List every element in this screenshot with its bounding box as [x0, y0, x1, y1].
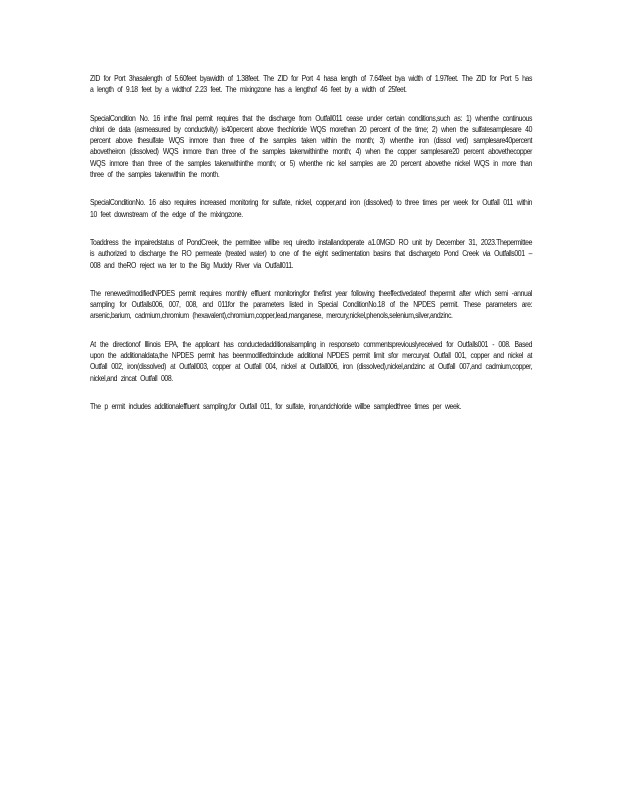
paragraph-special-condition-16: SpecialCondition No. 16 inthe final permit requires that the discharge from Outfall011 cease under certain conditions,such as: 1) whenthe continuous chlori de data (asmeasured by conductivity) is40percent above thechloride WQS morethan 20 percent of the time; 2) when the sulfatesamplesare 40 percent above thesulfate WQS inmore than three of the samples taken within the month; 3) whenthe iron (dissol ved) samplesare40percent abovetheiron (dissolved) WQS inmore than three of the samples takenwithinthe month; 4) when the copper samplesare20 percent abovethecopper WQS inmore than three of the samples takenwithinthe month; or 5) whenthe nic kel samples are 20 percent abovethe nickel WQS in more than three of the samples takenwithin the month. — [90, 113, 533, 180]
paragraph-effluent-monitoring: The renewed/modifiedNPDES permit requires monthly effluent monitoringfor thefirst year following theeffectivedateof thepermit after which semi -annual sampling for Outfalls006, 007, 008, and 011for the parameters listed in Special ConditionNo.18 of the NPDES permit. These parameters are: arsenic,barium, cadmium,chromium (hexavalent),chromium,copper,lead,manganese, mercury,nickel,phenols,selenium,silver,andzinc. — [90, 288, 533, 321]
paragraph-increased-monitoring: SpecialConditionNo. 16 also requires increased monitoring for sulfate, nickel, copper,and iron (dissolved) to three times per week for Outfall 011 within 10 feet downstream of the edge of the mixingzone. — [90, 198, 533, 219]
paragraph-outfall-011-sampling: The p ermit includes additionaleffluent sampling,for Outfall 011, for sulfate, iron,andchloride willbe sampledthree times per week. — [90, 401, 461, 411]
document-body — [90, 73, 532, 429]
paragraph-ro-unit: Toaddress the impairedstatus of PondCreek, the permittee willbe req uiredto installandoperate a1.0MGD RO unit by December 31, 2023.Thepermittee is authorized to discharge the RO permeate (treated water) to one of the eight sedimentation basins that dischargeto Pond Creek via Outfalls001 – 008 and theRO reject wa ter to the Big Muddy River via Outfall011. — [90, 237, 533, 270]
paragraph-zid-dimensions: ZID for Port 3hasalength of 5.60feet byawidth of 1.38feet. The ZID for Port 4 hasa length of 7.64feet bya width of 1.97feet. The ZID for Port 5 has a length of 9.18 feet by a widthof 2.23 feet. The mixingzone has a lengthof 46 feet by a width of 25feet. — [90, 74, 533, 95]
paragraph-additional-sampling: At the directionof Illinois EPA, the applicant has conductedadditionalsampling in responseto commentspreviouslyreceived for Outfalls001 - 008. Based upon the additionaldata,the NPDES permit has beenmodifiedtoinclude additional NPDES permit limit sfor mercuryat Outfall 001, copper and nickel at Outfall 002, iron(dissolved) at Outfall003, copper at Outfall 004, nickel at Outfall006, iron (dissolved),nickel,andzinc at Outfall 007,and cadmium,copper, nickel,and zincat Outfall 008. — [90, 339, 533, 383]
